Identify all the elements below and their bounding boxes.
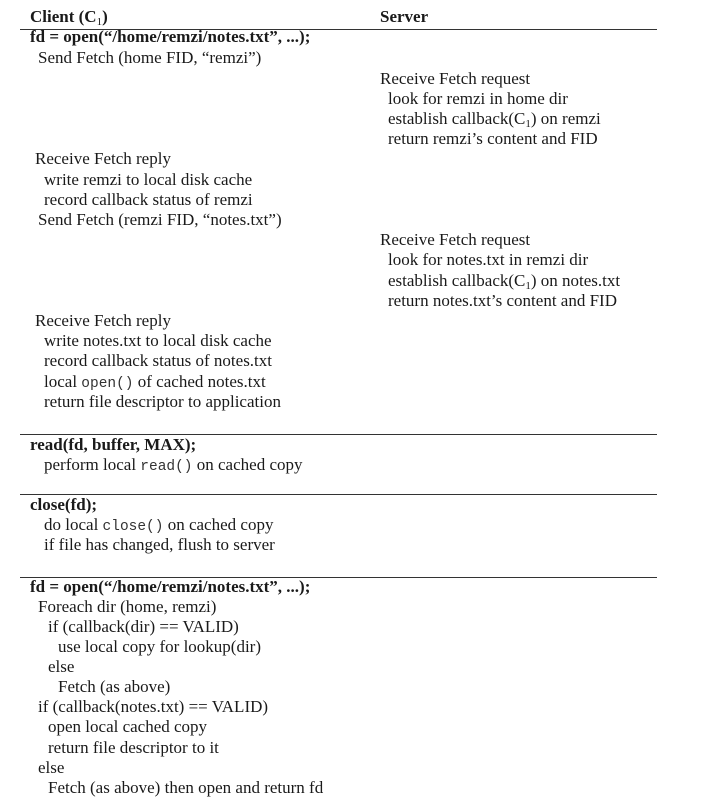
text-segment: establish callback(C (388, 271, 526, 290)
text-segment: establish callback(C (388, 109, 526, 128)
client-step (58, 677, 170, 697)
client-step (35, 311, 171, 331)
text-segment: Receive Fetch request (380, 230, 531, 249)
client-step (38, 48, 261, 68)
server-step (380, 230, 530, 250)
text-segment: fd = open(“/home/remzi/notes.txt”, ...); (30, 577, 311, 596)
server-step (388, 89, 568, 109)
text-segment: fd = open(“/home/remzi/notes.txt”, ...); (30, 27, 311, 46)
server-step (388, 271, 620, 291)
client-step (30, 577, 310, 597)
text-segment: read(fd, buffer, MAX); (30, 435, 197, 454)
text-segment: Send Fetch (home FID, “remzi”) (38, 48, 262, 67)
text-segment: use local copy for lookup(dir) (58, 637, 261, 656)
subscript: 1 (525, 280, 531, 292)
subscript: 1 (96, 16, 103, 28)
client-step (44, 535, 275, 555)
text-segment: return notes.txt’s content and FID (388, 291, 617, 310)
client-step (44, 190, 253, 210)
text-segment: Send Fetch (remzi FID, “notes.txt”) (38, 210, 282, 229)
text-segment: else (38, 758, 65, 777)
client-step (44, 455, 303, 477)
text-segment: record callback status of remzi (44, 190, 253, 209)
text-segment: return remzi’s content and FID (388, 129, 598, 148)
client-step (30, 495, 97, 515)
client-step (35, 149, 171, 169)
text-segment: close(fd); (30, 495, 98, 514)
text-segment: of cached notes.txt (133, 372, 266, 391)
text-segment: Server (380, 7, 429, 26)
column-header-client (30, 7, 108, 27)
client-step (38, 210, 282, 230)
text-segment: record callback status of notes.txt (44, 351, 273, 370)
client-step (44, 170, 252, 190)
client-step (48, 617, 239, 637)
text-segment: Receive Fetch reply (35, 149, 171, 168)
client-step (30, 27, 310, 47)
text-segment: if (callback(notes.txt) == VALID) (38, 697, 269, 716)
text-segment: on cached copy (163, 515, 274, 534)
text-segment: look for notes.txt in remzi dir (388, 250, 589, 269)
text-segment: return file descriptor to it (48, 738, 219, 757)
client-step (44, 515, 273, 537)
client-step (48, 738, 219, 758)
column-header-server (380, 7, 428, 27)
text-segment: look for remzi in home dir (388, 89, 568, 108)
text-segment: Fetch (as above) then open and return fd (48, 778, 324, 797)
text-segment: do local (44, 515, 103, 534)
client-step (44, 351, 272, 371)
server-step (380, 69, 530, 89)
client-step (48, 778, 323, 798)
text-segment: if file has changed, flush to server (44, 535, 275, 554)
text-segment: if (callback(dir) == VALID) (48, 617, 239, 636)
text-segment: write remzi to local disk cache (44, 170, 253, 189)
text-segment: on cached copy (192, 455, 303, 474)
text-segment: Foreach dir (home, remzi) (38, 597, 217, 616)
text-segment: local (44, 372, 82, 391)
subscript: 1 (525, 118, 531, 130)
client-step (44, 331, 272, 351)
client-step (48, 657, 74, 677)
client-step (30, 435, 196, 455)
code-text: open() (81, 376, 134, 392)
client-step (38, 758, 64, 778)
text-segment: Fetch (as above) (58, 677, 171, 696)
text-segment: Client (C (30, 7, 97, 26)
text-segment: Receive Fetch reply (35, 311, 171, 330)
client-step (44, 392, 281, 412)
text-segment: return file descriptor to application (44, 392, 281, 411)
server-step (388, 129, 598, 149)
server-step (388, 109, 601, 129)
text-segment: ) (102, 7, 108, 26)
code-text: read() (140, 459, 193, 475)
text-segment: open local cached copy (48, 717, 208, 736)
client-step (38, 697, 268, 717)
client-step (48, 717, 207, 737)
server-step (388, 250, 588, 270)
text-segment: perform local (44, 455, 141, 474)
text-segment: write notes.txt to local disk cache (44, 331, 272, 350)
client-step (38, 597, 216, 617)
client-step (44, 372, 266, 394)
text-segment: Receive Fetch request (380, 69, 531, 88)
text-segment: ) on notes.txt (530, 271, 621, 290)
section-divider (20, 494, 657, 495)
server-step (388, 291, 617, 311)
text-segment: else (48, 657, 75, 676)
code-text: close() (102, 519, 164, 535)
text-segment: ) on remzi (530, 109, 601, 128)
client-step (58, 637, 261, 657)
